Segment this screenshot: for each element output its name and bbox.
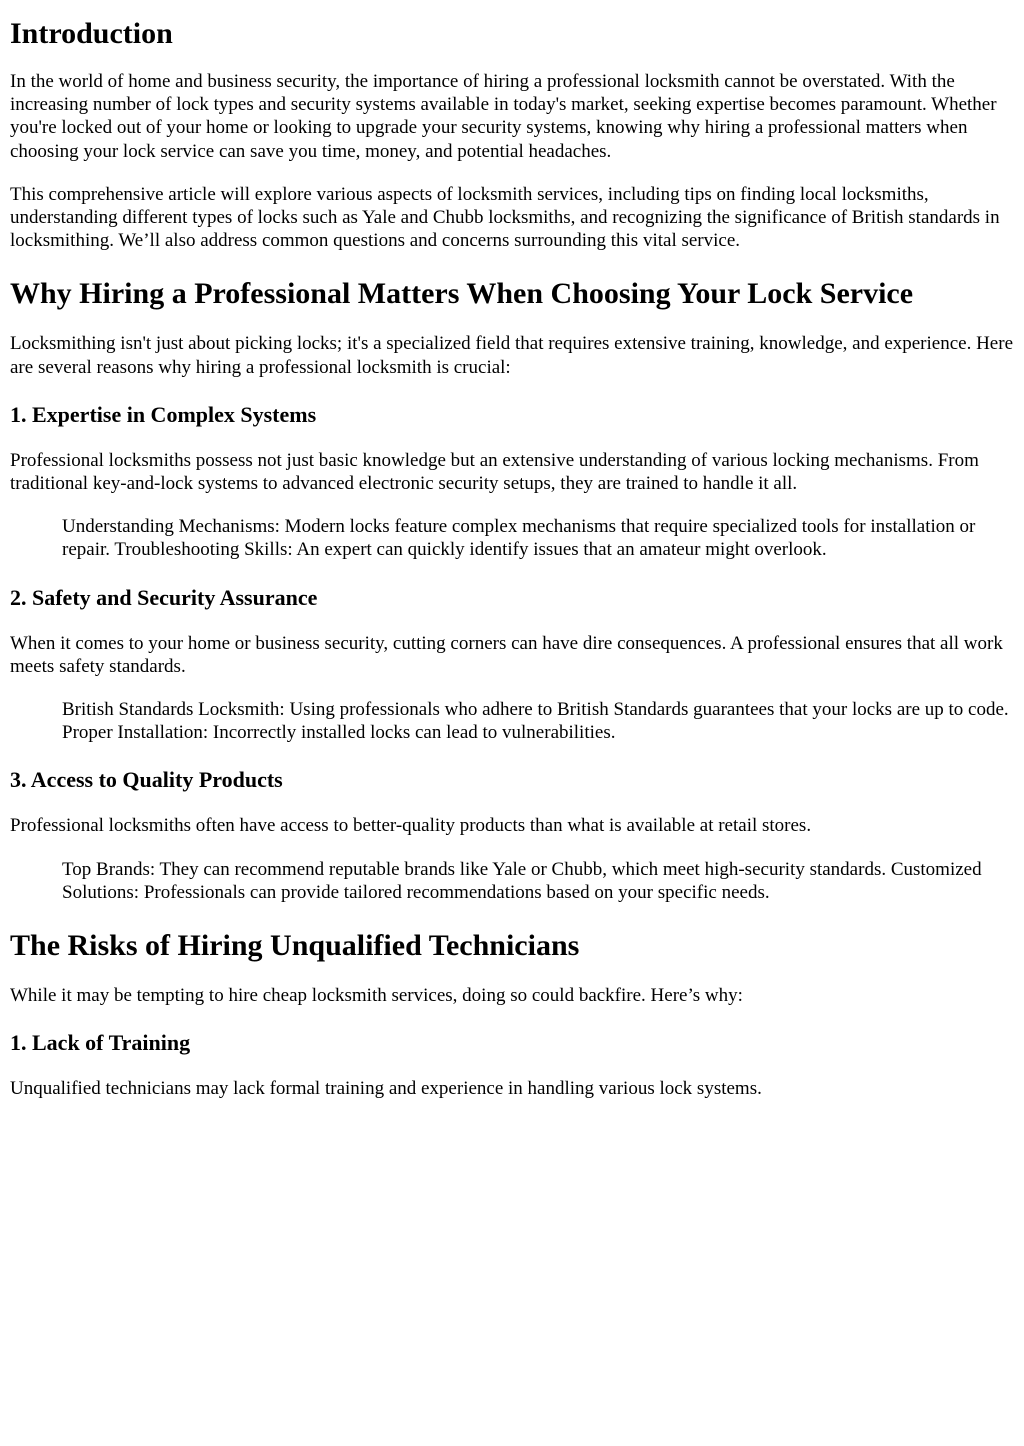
intro-paragraph: This comprehensive article will explore various aspects of locksmith services, including tips on finding local locksmiths, understanding different types of locks such as Yale and Chubb locksmiths, and recognizing the significance of British standards in locksmithing. We’ll also address common questions and concerns surrounding this vital service. [10, 183, 1000, 252]
subsection-heading: 1. Expertise in Complex Systems [10, 401, 317, 427]
why-hiring-lead: Locksmithing isn't just about picking locks; it's a specialized field that requires extensive training, knowledge, and experience. Here are several reasons why hiring a professional locksmith is crucial: [10, 333, 1014, 378]
risks-heading: The Risks of Hiring Unqualified Technicians [10, 929, 580, 963]
subsection-paragraph: Unqualified technicians may lack formal training and experience in handling various lock systems. [10, 1078, 762, 1100]
subsection-quote: British Standards Locksmith: Using professionals who adhere to British Standards guarantees that your locks are up to code. Proper Installation: Incorrectly installed locks can lead to vulnerabilities. [62, 699, 1009, 744]
why-hiring-heading: Why Hiring a Professional Matters When Choosing Your Lock Service [10, 277, 914, 311]
subsection-paragraph: Professional locksmiths possess not just basic knowledge but an extensive understanding of various locking mechanisms. From traditional key-and-lock systems to advanced electronic security setups, they are trained to handle it all. [10, 449, 979, 495]
subsection-paragraph: When it comes to your home or business security, cutting corners can have dire consequences. A professional ensures that all work meets safety standards. [10, 632, 1003, 677]
intro-paragraph: In the world of home and business security, the importance of hiring a professional locksmith cannot be overstated. With the increasing number of lock types and security systems available in today's market, seeking expertise becomes paramount. Whether you're locked out of your home or looking to upgrade your security systems, knowing why hiring a professional matters when choosing your lock service can save you time, money, and potential headaches. [10, 71, 997, 162]
subsection-heading: 3. Access to Quality Products [10, 767, 283, 793]
subsection-paragraph: Professional locksmiths often have access to better-quality products than what is available at retail stores. [10, 815, 812, 837]
subsection-quote: Understanding Mechanisms: Modern locks feature complex mechanisms that require specialized tools for installation or repair. Troubleshooting Skills: An expert can quickly identify issues that an amateur might overlook. [62, 516, 976, 561]
intro-heading: Introduction [10, 17, 173, 50]
subsection-quote: Top Brands: They can recommend reputable brands like Yale or Chubb, which meet high-security standards. Customized Solutions: Professionals can provide tailored recommendations based on your specific needs. [62, 858, 982, 903]
risks-lead: While it may be tempting to hire cheap locksmith services, doing so could backfire. Here’s why: [10, 985, 743, 1007]
subsection-heading: 2. Safety and Security Assurance [10, 584, 318, 610]
subsection-heading: 1. Lack of Training [10, 1030, 191, 1056]
